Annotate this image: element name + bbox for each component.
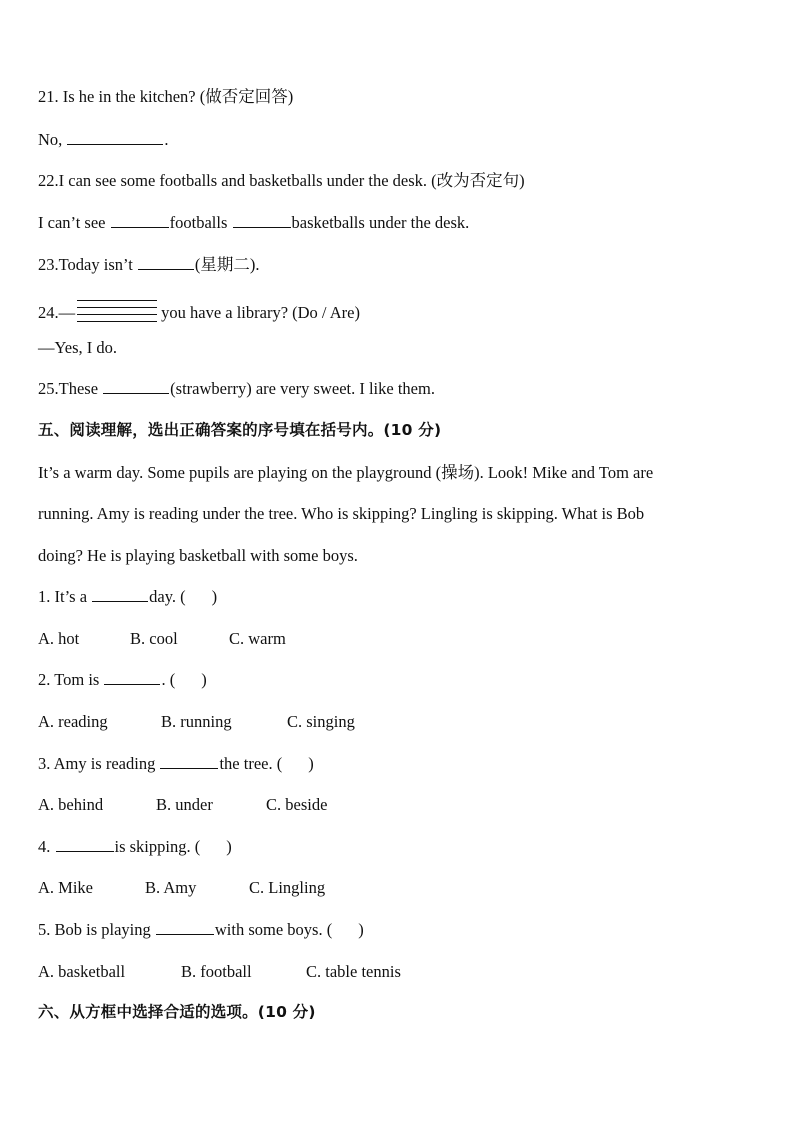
answer-22-blank-2[interactable]	[233, 213, 291, 228]
question-24-blank[interactable]	[77, 300, 157, 328]
reading-q4-option-b[interactable]: B. Amy	[145, 878, 197, 897]
question-25	[38, 379, 435, 399]
reading-question-4	[38, 837, 232, 857]
answer-22-blank-1[interactable]	[111, 213, 169, 228]
question-24-reply: —Yes, I do.	[38, 338, 118, 357]
answer-21	[38, 130, 169, 150]
reading-q3-option-a[interactable]: A. behind	[38, 795, 104, 814]
reading-question-2	[38, 670, 207, 690]
reading-q5-close: )	[358, 920, 364, 939]
reading-q1-suffix: day. (	[149, 587, 186, 606]
question-25-suffix: (strawberry) are very sweet. I like them.	[170, 379, 435, 398]
reading-q3-close: )	[308, 754, 314, 773]
question-23-prefix: 23.Today isn’t	[38, 255, 133, 274]
answer-21-suffix: .	[164, 130, 169, 149]
reading-q2-close: )	[201, 670, 207, 689]
reading-q2-options	[38, 712, 355, 732]
reading-q3-suffix: the tree. (	[219, 754, 283, 773]
reading-q1-options	[38, 629, 286, 649]
question-24-suffix: you have a library? (Do / Are)	[161, 303, 360, 322]
reading-q1-option-b[interactable]: B. cool	[130, 629, 178, 648]
reading-q2-prefix: 2. Tom is	[38, 670, 100, 689]
reading-q4-options	[38, 878, 325, 898]
reading-q1-prefix: 1. It’s a	[38, 587, 88, 606]
reading-q4-prefix: 4.	[38, 837, 51, 856]
answer-22	[38, 213, 469, 233]
answer-22-part2: footballs	[169, 213, 228, 232]
reading-question-1	[38, 587, 217, 607]
question-23-suffix: (星期二).	[194, 255, 260, 274]
reading-q4-option-a[interactable]: A. Mike	[38, 878, 93, 897]
reading-q1-option-c[interactable]: C. warm	[229, 629, 286, 648]
answer-21-prefix: No,	[38, 130, 63, 149]
reading-question-3	[38, 754, 314, 774]
reading-q1-blank[interactable]	[92, 587, 148, 602]
question-25-blank[interactable]	[103, 379, 169, 394]
reading-q3-option-b[interactable]: B. under	[156, 795, 213, 814]
question-22: 22.I can see some footballs and basketballs under the desk. (改为否定句)	[38, 171, 525, 190]
reading-q5-option-b[interactable]: B. football	[181, 962, 252, 981]
reading-q2-blank[interactable]	[104, 670, 160, 685]
answer-22-part3: basketballs under the desk.	[291, 213, 470, 232]
reading-q5-blank[interactable]	[156, 920, 214, 935]
reading-q2-option-c[interactable]: C. singing	[287, 712, 355, 731]
reading-q5-suffix: with some boys. (	[214, 920, 333, 939]
reading-q2-option-b[interactable]: B. running	[161, 712, 232, 731]
question-23-blank[interactable]	[138, 255, 194, 270]
reading-q3-option-c[interactable]: C. beside	[266, 795, 328, 814]
passage-line-1: It’s a warm day. Some pupils are playing on the playground (操场). Look! Mike and Tom are	[38, 463, 654, 482]
question-25-prefix: 25.These	[38, 379, 99, 398]
reading-q4-blank[interactable]	[56, 837, 114, 852]
section-5-heading: 五、阅读理解，选出正确答案的序号填在括号内。(10 分)	[38, 421, 442, 439]
question-23	[38, 255, 260, 275]
answer-21-blank[interactable]	[67, 130, 163, 145]
reading-q5-options	[38, 962, 401, 982]
reading-q5-prefix: 5. Bob is playing	[38, 920, 151, 939]
question-24	[38, 300, 360, 328]
passage-line-2: running. Amy is reading under the tree. Who is skipping? Lingling is skipping. What is Bob	[38, 504, 645, 523]
reading-q3-options	[38, 795, 327, 815]
reading-q4-option-c[interactable]: C. Lingling	[249, 878, 326, 897]
reading-question-5	[38, 920, 364, 940]
reading-q2-option-a[interactable]: A. reading	[38, 712, 108, 731]
question-24-prefix: 24.—	[38, 303, 76, 322]
reading-q4-suffix: is skipping. (	[114, 837, 201, 856]
reading-q1-close: )	[211, 587, 218, 606]
section-6-heading: 六、从方框中选择合适的选项。(10 分)	[38, 1003, 316, 1021]
reading-q1-option-a[interactable]: A. hot	[38, 629, 80, 648]
reading-q4-close: )	[226, 837, 232, 856]
reading-q3-blank[interactable]	[160, 754, 218, 769]
passage-line-3: doing? He is playing basketball with some boys.	[38, 546, 358, 565]
reading-q5-option-c[interactable]: C. table tennis	[306, 962, 401, 981]
reading-q5-option-a[interactable]: A. basketball	[38, 962, 126, 981]
answer-22-part1: I can’t see	[38, 213, 106, 232]
question-21: 21. Is he in the kitchen? (做否定回答)	[38, 87, 294, 106]
reading-q2-suffix: . (	[161, 670, 176, 689]
reading-q3-prefix: 3. Amy is reading	[38, 754, 156, 773]
